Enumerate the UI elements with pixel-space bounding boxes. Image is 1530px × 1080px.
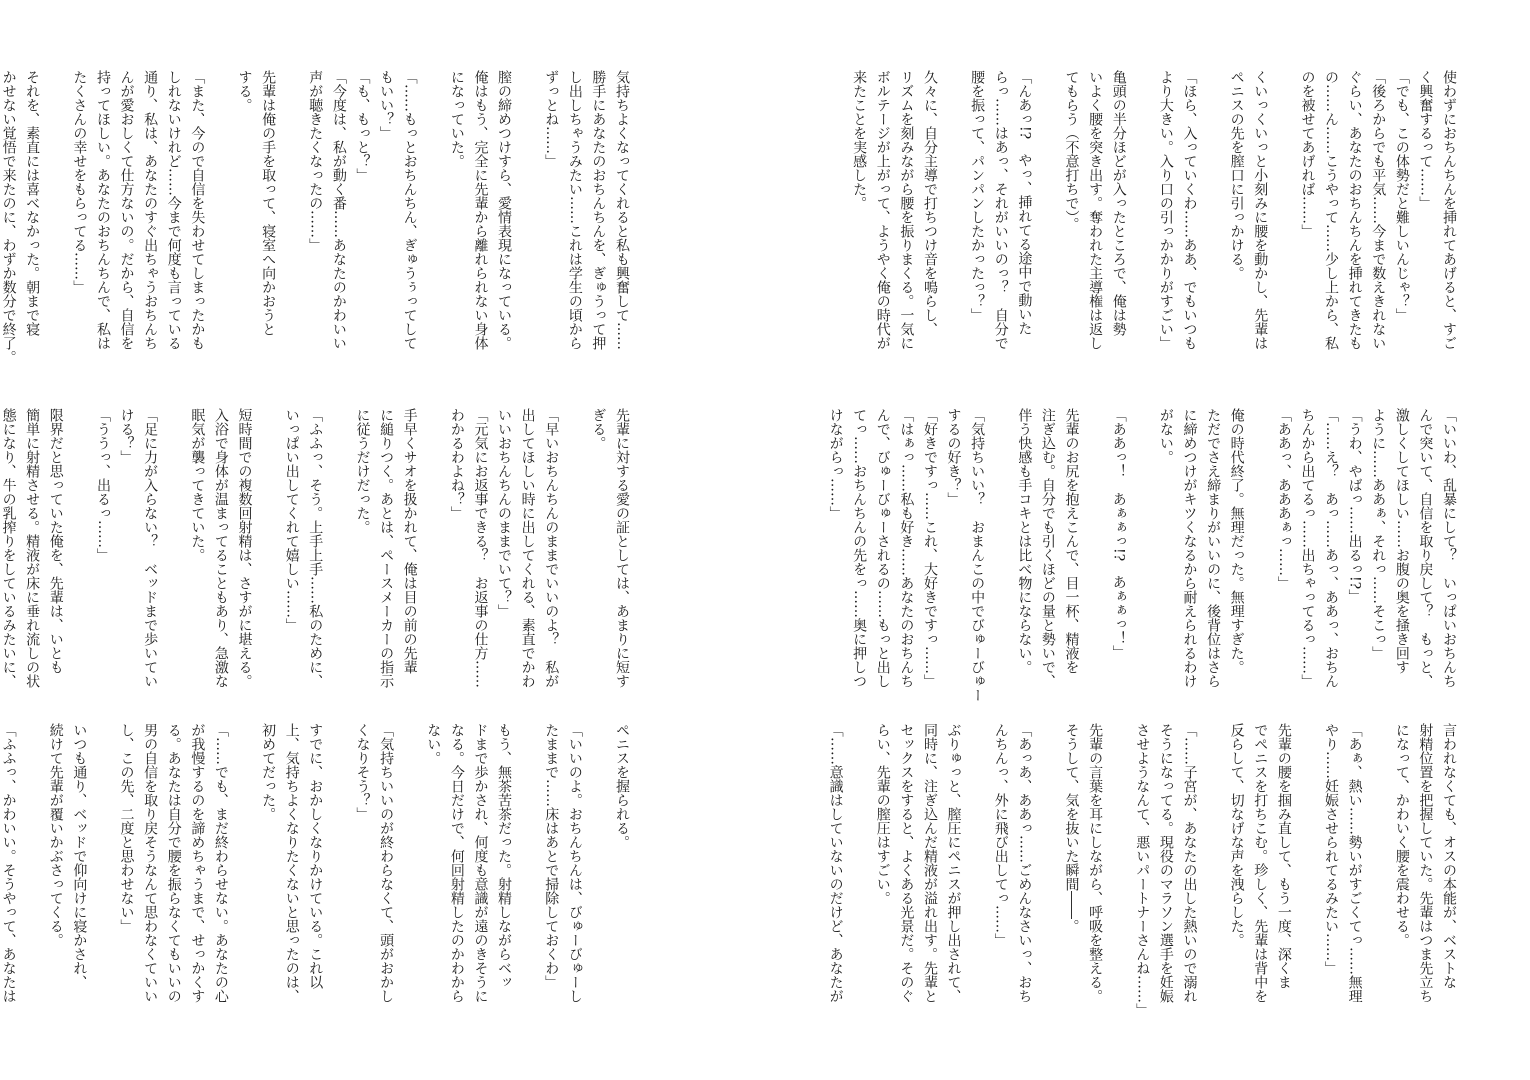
text-line <box>1035 70 1059 385</box>
text-line: てっ……おちんちんの先をっ……奥に押しつ <box>851 408 868 688</box>
text-line <box>397 723 421 1033</box>
text-line <box>515 70 539 385</box>
text-line: 「好きですっ……これ、大好きですっ……」 <box>921 408 938 688</box>
text-line <box>1271 70 1295 385</box>
text-line: 初めてだった。 <box>260 723 277 821</box>
text-line: 「も、もっと？」 <box>354 70 371 182</box>
text-line: いいおちんちんのままでいて？」 <box>496 408 513 618</box>
text-line: でペニスを打ちこむ。珍しく、先輩は背中を <box>1252 723 1269 1003</box>
text-line: 「後ろからでも平気……今まで数えきれない <box>1370 70 1387 350</box>
text-line: に縋りつく。あとは、ペースメーカーの指示 <box>378 408 395 688</box>
text-line: のを被せてあげれば……」 <box>1299 70 1316 238</box>
text-line: 「ほら、入っていくわ……ああ、でもいつも <box>1181 70 1198 350</box>
text-line <box>1130 408 1154 704</box>
text-line: ペニスを握られる。 <box>614 723 630 849</box>
text-line: たくさんの幸せをもらってる……」 <box>71 70 88 294</box>
text-line <box>941 70 965 385</box>
text-line: ボルテージが上がって、ようやく俺の時代が <box>874 70 891 350</box>
text-line: 先輩の言葉を耳にしながら、呼吸を整える。 <box>1087 723 1104 1003</box>
text-line: る。あなたは自分で腰を振らなくてもいいの <box>165 723 182 1003</box>
text-line: 持ってほしい。あなたのおちんちんで、私は <box>94 70 111 350</box>
text-line: 「気持ちいいのが終わらなくて、頭がおかし <box>378 723 395 1003</box>
text-line: 「ああっ、あああぁっ……」 <box>1275 408 1292 590</box>
text-line: 「また、今ので自信を失わせてしまったかも <box>189 70 206 350</box>
text-line: 「いいのよ。おちんちんは、びゅーびゅーし <box>566 723 583 1003</box>
text-line: 注ぎ込む。自分でも引くほどの量と勢いで、 <box>1039 408 1056 688</box>
text-line: 亀頭の半分ほどが入ったところで、俺は勢 <box>1110 70 1127 336</box>
text-line: 態になり、牛の乳搾りをしているみたいに、 <box>0 408 17 688</box>
text-line: 同時に、注ぎ込んだ精液が溢れ出す。先輩と <box>921 723 938 1003</box>
text-line: 先輩は俺の手を取って、寝室へ向かおうと <box>260 70 277 336</box>
text-line: くいっくいっと小刻みに腰を動かし、先輩は <box>1252 70 1269 350</box>
text-line: ドまで歩かされ、何度も意識が遠のきそうに <box>472 723 489 1003</box>
text-line: し、この先、二度と思わせない」 <box>118 723 135 933</box>
text-line <box>988 408 1012 704</box>
text-line: なる。今日だけで、何回射精したのかわから <box>448 723 465 1003</box>
text-line: 「……でも、まだ終わらせない。あなたの心 <box>212 723 229 1003</box>
right-page-upper-block <box>851 70 1460 385</box>
text-line: 言われなくても、オスの本能が、ベストな <box>1441 723 1457 989</box>
text-line: 「ふふっ、かわいい。そうやって、あなたは <box>0 723 17 1003</box>
text-line <box>586 723 610 1033</box>
text-line: 「んあっ!? やっ、挿れてる途中で動いた <box>1016 70 1033 336</box>
text-line: が我慢するのを諦めちゃうまで、せっかくす <box>189 723 206 1003</box>
text-line: 「うわ、やばっ……出るっ!?」 <box>1346 408 1363 604</box>
text-line <box>421 408 445 704</box>
text-line: 「……もっとおちんちん、ぎゅうぅってして <box>401 70 418 350</box>
text-line: すでに、おかしくなりかけている。これ以 <box>307 723 324 989</box>
text-line <box>1130 70 1154 385</box>
text-line: そうになってる。現役のマラソン選手を妊娠 <box>1157 723 1174 1003</box>
left-page-upper-block <box>0 70 633 385</box>
text-line <box>208 70 232 385</box>
text-line: 上、気持ちよくなりたくないと思ったのは、 <box>283 723 300 1003</box>
text-line: もいい？」 <box>378 70 395 140</box>
text-line <box>1200 723 1224 1033</box>
text-line: 「ううっ、出るっ……」 <box>94 408 111 562</box>
text-line: 眠気が襲ってきていた。 <box>189 408 206 562</box>
text-line <box>1106 723 1130 1033</box>
text-line: 続けて先輩が覆いかぶさってくる。 <box>47 723 64 947</box>
text-line: かせない覚悟で来たのに、わずか数分で終了。 <box>0 70 17 364</box>
text-line <box>43 70 67 385</box>
text-line <box>232 723 256 1033</box>
text-line: ただでさえ締まりがいいのに、後背位はさら <box>1205 408 1222 688</box>
text-line: 「……え？ あっ……あっ、ああっ、おちん <box>1323 408 1340 688</box>
text-line: 「早いおちんちんのままでいいのよ？ 私が <box>543 408 560 688</box>
text-line: 「でも、この体勢だと難しいんじゃ？」 <box>1393 70 1410 322</box>
text-line: 出してほしい時に出してくれる、素直でかわ <box>519 408 536 688</box>
text-line: 「あっあ、ああっ……ごめんなさいっ、おち <box>1016 723 1033 1003</box>
text-line: てもらう（不意打ちで）。 <box>1063 70 1080 231</box>
text-line: ぎる。 <box>590 408 607 450</box>
text-line: 男の自信を取り戻そうなんて思わなくていい <box>142 723 159 1003</box>
text-line: そうして、気を抜いた瞬間――。 <box>1063 723 1080 933</box>
text-line: わかるわよね？」 <box>448 408 465 520</box>
text-line: 射精位置を把握していた。先輩はつま先立ち <box>1417 723 1434 1003</box>
text-line: ぐらい、あなたのおちんちんを挿れてきたも <box>1346 70 1363 350</box>
text-line: 「元気にお返事できる？ お返事の仕方…… <box>472 408 489 688</box>
text-line <box>965 723 989 1033</box>
text-line <box>279 70 303 385</box>
left-page-lower-block <box>0 723 633 1033</box>
text-line: 「いいわ、乱暴にして？ いっぱいおちんち <box>1441 408 1457 688</box>
text-line: 「ふふっ、そう。上手上手……私のために、 <box>307 408 324 688</box>
text-line: になって、かわいく腰を震わせる。 <box>1393 723 1410 947</box>
text-line <box>161 408 185 704</box>
text-line <box>20 723 44 1033</box>
text-line: 先輩の腰を掴み直して、もう一度、深くま <box>1275 723 1292 989</box>
text-line: 久々に、自分主導で打ちつけ音を鳴らし、 <box>921 70 938 336</box>
text-line: 気持ちよくなってくれると私も興奮して…… <box>614 70 630 350</box>
text-line: 「あぁ、熱い……勢いがすごくてっ……無理 <box>1346 723 1363 1003</box>
text-line: やり……妊娠させられてるみたい……」 <box>1323 723 1340 975</box>
text-line: になっていた。 <box>448 70 465 168</box>
text-line <box>326 723 350 1033</box>
text-line: ぶりゅっと、膣圧にペニスが押し出されて、 <box>945 723 962 1003</box>
text-line: 膣の締めつけすら、愛情表現になっている。 <box>496 70 513 350</box>
text-line: 声が聴きたくなったの……」 <box>307 70 324 252</box>
text-line: 使わずにおちんちんを挿れてあげると、すご <box>1441 70 1457 350</box>
text-line: 反らして、切なげな声を洩らした。 <box>1228 723 1245 947</box>
text-line: より大きい。入り口の引っかかりがすごい」 <box>1157 70 1174 350</box>
text-line: するの好き？」 <box>945 408 962 506</box>
text-line: らい、先輩の膣圧はすごい。 <box>874 723 891 905</box>
text-line <box>256 408 280 704</box>
text-line: 先輩に対する愛の証としては、あまりに短す <box>614 408 630 688</box>
text-line <box>1248 408 1272 704</box>
text-line <box>562 408 586 704</box>
text-line: に従うだけだった。 <box>354 408 371 534</box>
text-line <box>1366 723 1390 1033</box>
text-line: ペニスの先を膣口に引っかける。 <box>1228 70 1245 280</box>
text-line: 「……意識はしていないのだけど、あなたが <box>827 723 844 1003</box>
text-line <box>1035 723 1059 1033</box>
text-line: 来たことを実感した。 <box>851 70 868 210</box>
text-line: んちんっ、外に飛び出してっ……」 <box>992 723 1009 947</box>
text-line: 限界だと思っていた俺を、先輩は、いとも <box>47 408 64 674</box>
text-line: ける？」 <box>118 408 135 464</box>
text-line: し出しちゃうみたい……これは学生の頃から <box>566 70 583 350</box>
text-line: 「はぁっ……私も好き……あなたのおちんち <box>898 408 915 688</box>
text-line <box>90 723 114 1033</box>
text-line: ない。 <box>425 723 442 765</box>
text-line: 俺の時代終了。無理だった。無理すぎた。 <box>1228 408 1245 674</box>
text-line: 勝手にあなたのおちんちんを、ぎゅうって押 <box>590 70 607 350</box>
text-line: セックスをすると、よくある光景だ。そのぐ <box>898 723 915 1003</box>
text-line <box>1295 723 1319 1033</box>
text-line <box>515 723 539 1033</box>
text-line: 腰を振って、パンパンしたかったっ？」 <box>969 70 986 322</box>
text-line: 「気持ちいい？ おまんこの中でびゅーびゅー <box>969 408 986 702</box>
text-line: 入浴で身体が温まってることもあり、急激な <box>212 408 229 688</box>
text-line: くなりそう？」 <box>354 723 371 821</box>
text-line: ずっとね……」 <box>543 70 560 168</box>
text-line <box>847 723 871 1033</box>
text-line <box>1083 408 1107 704</box>
text-line: く興奮するって……」 <box>1417 70 1434 210</box>
text-line: がない。 <box>1157 408 1174 464</box>
text-line: に締めつけがキツくなるから耐えられるわけ <box>1181 408 1198 688</box>
text-line: 簡単に射精させる。精液が床に垂れ流しの状 <box>24 408 41 688</box>
text-line: リズムを刻みながら腰を振りまくる。一気に <box>898 70 915 350</box>
text-line <box>421 70 445 385</box>
text-line <box>67 408 91 704</box>
text-line: ように……ああぁ、それっ……そこっ」 <box>1370 408 1387 660</box>
text-line: それを、素直には喜べなかった。朝まで寝 <box>24 70 41 336</box>
right-page <box>765 0 1530 1080</box>
text-line: 「今度は、私が動く番……あなたのかわいい <box>330 70 347 350</box>
text-line: 「……子宮が、あなたの出した熱いので溺れ <box>1181 723 1198 1003</box>
text-line: する。 <box>236 70 253 112</box>
text-line: んが愛おしくて仕方ないの。だから、自信を <box>118 70 135 350</box>
text-line: もう、無茶苦茶だった。射精しながらベッ <box>496 723 513 989</box>
right-page-middle-block <box>827 408 1460 704</box>
text-line: 「ああっ！ あぁぁっ!? あぁぁっ！」 <box>1110 408 1127 660</box>
text-line: 激しくしてほしい……お腹の奥を掻き回す <box>1393 408 1410 674</box>
text-line: しれないけれど……今まで何度も言っている <box>165 70 182 350</box>
text-line: の……ん……こうやって……少し上から、私 <box>1323 70 1340 350</box>
text-line: 伴う快感も手コキとは比べ物にならない。 <box>1016 408 1033 674</box>
text-line: 手早くサオを扱かれて、俺は目の前の先輩 <box>401 408 418 674</box>
text-line <box>1200 70 1224 385</box>
text-line: 先輩のお尻を抱えこんで、目一杯、精液を <box>1063 408 1080 674</box>
left-page-middle-block <box>0 408 633 704</box>
text-line: 短時間での複数回射精は、さすがに堪える。 <box>236 408 253 688</box>
text-line: んで、びゅーびゅーされるの……もっと出し <box>874 408 891 688</box>
text-line: いっぱい出してくれて嬉しい……」 <box>283 408 300 632</box>
text-line <box>326 408 350 704</box>
text-line: させようなんて、悪いパートナーさんね……」 <box>1134 723 1151 1017</box>
text-line: 通り、私は、あなたのすぐ出ちゃうおちんち <box>142 70 159 350</box>
text-line: いつも通り、ベッドで仰向けに寝かされ、 <box>71 723 88 989</box>
text-line: んで突いて、自信を取り戻して？ もっと、 <box>1417 408 1434 688</box>
text-line: けながらっ……」 <box>827 408 844 520</box>
text-line: 俺はもう、完全に先輩から離れられない身体 <box>472 70 489 350</box>
text-line: らっ……はあっ、それがいいのっ？ 自分で <box>992 70 1009 350</box>
text-line: 「足に力が入らない？ ベッドまで歩いてい <box>142 408 159 688</box>
text-line: たままで……床はあとで掃除しておくわ」 <box>543 723 560 989</box>
right-page-lower-block <box>827 723 1460 1033</box>
text-line: いよく腰を突き出す。奪われた主導権は返し <box>1087 70 1104 350</box>
text-line: ちんから出てるっ……出ちゃってるっ……」 <box>1299 408 1316 688</box>
